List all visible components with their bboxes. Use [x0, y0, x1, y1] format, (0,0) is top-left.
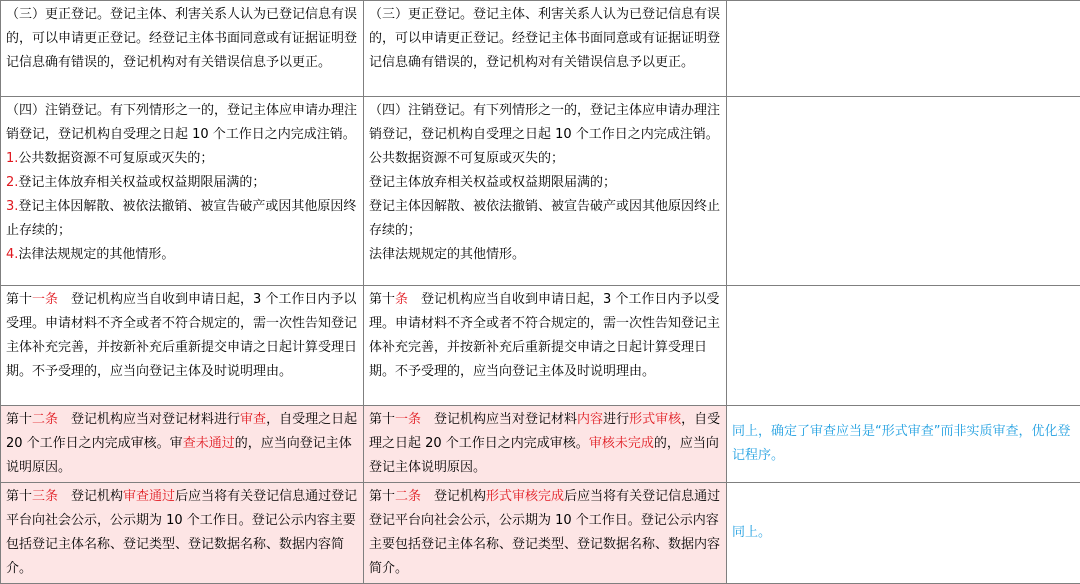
list-item: 登记主体因解散、被依法撤销、被宣告破产或因其他原因终止存续的；	[369, 195, 722, 243]
left-cell: 第十二条 登记机构应当对登记材料进行审查，自受理之日起 20 个工作日之内完成审核。审查未通过的，应当向登记主体说明原因。	[1, 406, 364, 483]
note-cell: 同上，确定了审查应当是“形式审查”而非实质审查，优化登记程序。	[727, 406, 1080, 483]
mid-cell: 第十条 登记机构应当自收到申请日起，3 个工作日内予以受理。申请材料不齐全或者不符合规定的，需一次性告知登记主体补充完善，并按新补充后重新提交申请之日起计算受理日期。不予受理的，应当向登记主体及时说明理由。	[364, 286, 727, 406]
list-item: 法律法规规定的其他情形。	[369, 243, 722, 267]
note-cell: 同上。	[727, 483, 1080, 584]
left-cell: 第十一条 登记机构应当自收到申请日起，3 个工作日内予以受理。申请材料不齐全或者不符合规定的，需一次性告知登记主体补充完善，并按新补充后重新提交申请之日起计算受理日期。不予受理的，应当向登记主体及时说明理由。	[1, 286, 364, 406]
article-number: 三条	[32, 489, 58, 504]
table-row	[1, 97, 1080, 286]
left-cell	[1, 97, 364, 286]
note-cell	[727, 286, 1080, 406]
list-number: 3.	[6, 199, 18, 214]
article-number: 条	[395, 292, 408, 307]
note-cell	[727, 1, 1080, 97]
mid-cell: （三）更正登记。登记主体、利害关系人认为已登记信息有误的，可以申请更正登记。经登记主体书面同意或有证据证明登记信息确有错误的，登记机构对有关错误信息予以更正。	[364, 1, 727, 97]
article-number: 二条	[395, 489, 421, 504]
list-number: 1.	[6, 151, 18, 166]
table-row	[1, 1, 1080, 97]
list-item: 1.公共数据资源不可复原或灭失的；	[6, 147, 359, 171]
changed-text: 审核未完成	[589, 436, 654, 451]
note-cell	[727, 97, 1080, 286]
left-cell: 第十三条 登记机构审查通过后应当将有关登记信息通过登记平台向社会公示，公示期为 10 个工作日。登记公示内容主要包括登记主体名称、登记类型、登记数据名称、数据内容简介。	[1, 483, 364, 584]
list-number: 2.	[6, 175, 18, 190]
article-number: 一条	[395, 412, 421, 427]
mid-cell: 第十一条 登记机构应当对登记材料内容进行形式审核，自受理之日起 20 个工作日之内完成审核。审核未完成的，应当向登记主体说明原因。	[364, 406, 727, 483]
mid-cell: 第十二条 登记机构形式审核完成后应当将有关登记信息通过登记平台向社会公示，公示期为 10 个工作日。登记公示内容主要包括登记主体名称、登记类型、登记数据名称、数据内容简介。	[364, 483, 727, 584]
table-row	[1, 286, 1080, 406]
list-item: 登记主体放弃相关权益或权益期限届满的；	[369, 171, 722, 195]
paragraph-intro: （四）注销登记。有下列情形之一的，登记主体应申请办理注销登记，登记机构自受理之日起 10 个工作日之内完成注销。	[369, 103, 720, 142]
mid-cell	[364, 97, 727, 286]
table-row	[1, 406, 1080, 483]
changed-text: 形式审核	[629, 412, 681, 427]
changed-text: 形式审核完成	[486, 489, 564, 504]
changed-text: 审查通过	[123, 489, 175, 504]
list-item: 2.登记主体放弃相关权益或权益期限届满的；	[6, 171, 359, 195]
list-item: 公共数据资源不可复原或灭失的；	[369, 147, 722, 171]
left-cell: （三）更正登记。登记主体、利害关系人认为已登记信息有误的，可以申请更正登记。经登记主体书面同意或有证据证明登记信息确有错误的，登记机构对有关错误信息予以更正。	[1, 1, 364, 97]
list-item: 3.登记主体因解散、被依法撤销、被宣告破产或因其他原因终止存续的；	[6, 195, 359, 243]
list-number: 4.	[6, 247, 18, 262]
paragraph-intro: （四）注销登记。有下列情形之一的，登记主体应申请办理注销登记，登记机构自受理之日起 10 个工作日之内完成注销。	[6, 103, 357, 142]
table-row	[1, 483, 1080, 584]
article-number: 二条	[32, 412, 58, 427]
article-number: 一条	[32, 292, 58, 307]
changed-text: 查未通过	[183, 436, 235, 451]
changed-text: 审查	[240, 412, 266, 427]
changed-text: 内容	[577, 412, 603, 427]
list-item: 4.法律法规规定的其他情形。	[6, 243, 359, 267]
